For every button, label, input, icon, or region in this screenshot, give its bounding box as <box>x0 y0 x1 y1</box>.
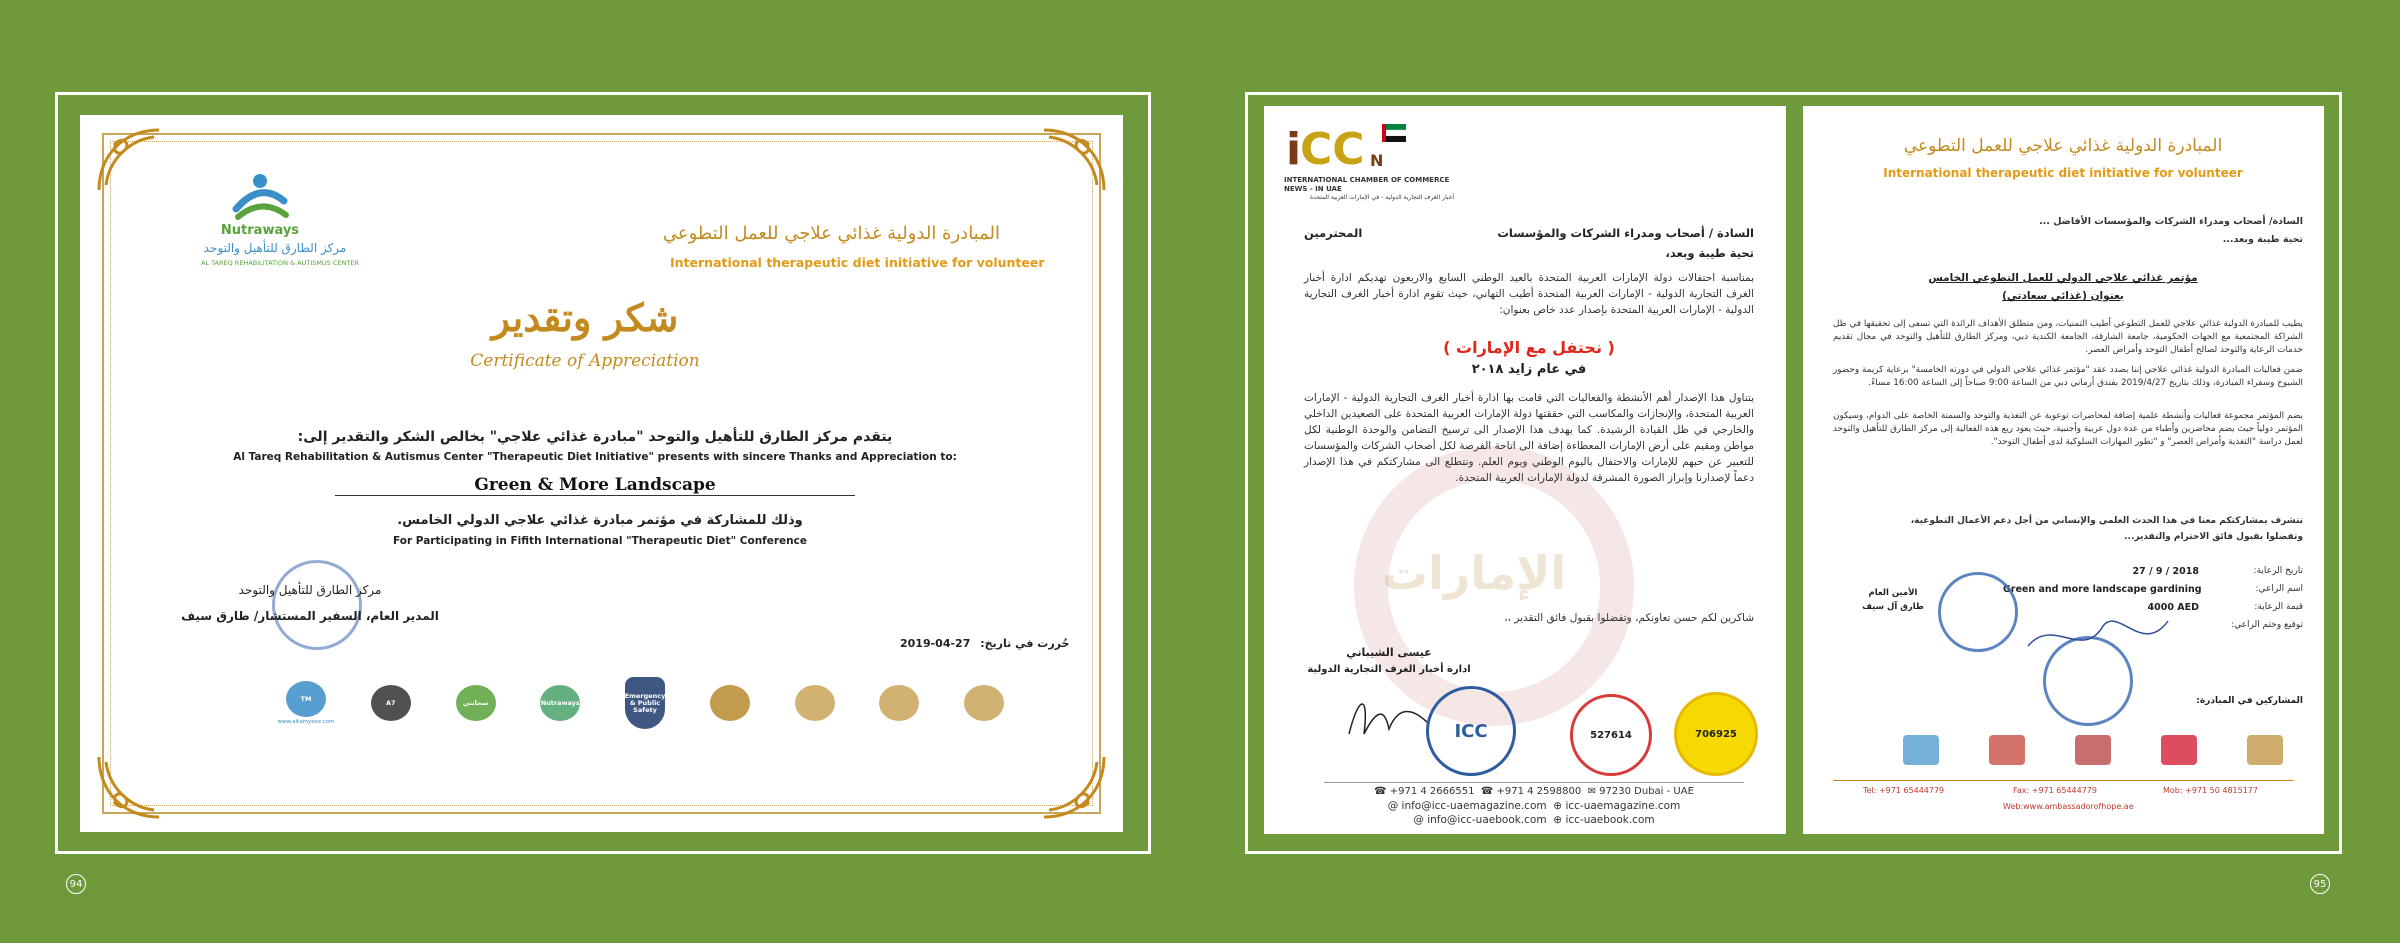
initiative-para-1: يطيب للمبادرة الدولية غذائي علاجي للعمل التطوعي أطيب التمنيات، ومن منطلق الأهداف الرائدة التي تسعى إلى تحقيقها في ظل الشراكة المجتمعية مع الجهات الحكومية، جامعة الشارقة، الجامعة الكندية دبي، ومركز الطارق للتأهيل والتوحد في مجال تقديم خدمات الرعاية والتوحد لصالح أطفال التوحد وأمراض العصر. <box>1833 319 2303 355</box>
icc-footer-line <box>1324 782 1744 783</box>
footer-logo <box>784 675 846 731</box>
icc-salutation-right: المحترمين <box>1304 226 1363 240</box>
recipient-underline <box>335 495 855 496</box>
issue-date-value: 2019-04-27 <box>900 637 971 650</box>
reason-arabic: وذلك للمشاركة في مؤتمر مبادرة غذائي علاجي الدولي الخامس. <box>397 513 803 528</box>
footer-logo-label: Emergency & Public Safety <box>624 691 666 714</box>
svg-text:i: i <box>1286 124 1302 174</box>
partner-logo <box>2161 735 2197 765</box>
stamp-527614-text: 527614 <box>1590 729 1632 741</box>
initiative-stamp <box>1938 572 2018 652</box>
initiative-tel: Tel: +971 65444779 <box>1863 786 1945 795</box>
web-icon: ⊕ <box>1553 814 1563 826</box>
stamp-527614 <box>1570 694 1652 776</box>
footer-logo-label: Nutraways <box>540 698 580 707</box>
partner-logo <box>2247 735 2283 765</box>
icc-contact-3: 97230 Dubai - UAE <box>1599 786 1694 797</box>
footer-logo-mark <box>540 685 580 721</box>
partner-logo <box>1989 735 2025 765</box>
footer-logo-mark <box>964 685 1004 721</box>
initiative-thanks-2: وتفضلوا بقبول فائق الاحترام والتقدير... <box>2124 532 2303 542</box>
icc-email-1[interactable]: info@icc-uaemagazine.com <box>1401 800 1547 812</box>
initiative-subject-2: بعنوان (غذائي سعادتي) <box>2002 290 2124 302</box>
icc-salutation-1: السادة / أصحاب ومدراء الشركات والمؤسسات <box>1497 226 1754 240</box>
initiative-fax: Fax: +971 65444779 <box>2013 786 2097 795</box>
presents-english: Al Tareq Rehabilitation & Autismus Center "Therapeutic Diet Initiative" presents with sincere Thanks and Appreciation to: <box>233 451 957 463</box>
stamp-706925 <box>1674 692 1758 776</box>
icc-headline: ( نحتفل مع الإمارات ) <box>1443 338 1615 357</box>
partner-logo <box>1903 735 1939 765</box>
reason-english: For Participating in Fifith International "Therapeutic Diet" Conference <box>392 535 807 547</box>
svg-text:N: N <box>1370 151 1384 170</box>
icc-closing: شاكرين لكم حسن تعاونكم، وتفضلوا بقبول فائق التقدير ،، <box>1504 612 1754 624</box>
right-page-number: 95 <box>2310 874 2330 894</box>
phone-icon: ☎ <box>1374 786 1387 797</box>
icc-web-row-2 <box>1324 814 1744 826</box>
initiative-salutation-1: السادة/ أصحاب ومدراء الشركات والمؤسسات الأفاضل ... <box>2039 216 2303 227</box>
sponsor-name-label: اسم الراعي: <box>2255 584 2303 594</box>
initiative-letter-header-english: International therapeutic diet initiative for volunteer <box>1883 166 2243 180</box>
ornament-corner-tl <box>94 125 164 195</box>
initiative-thanks-1: نتشرف بمشاركتكم معنا في هذا الحدث العلمي والإنساني من أجل دعم الأعمال التطوعية، <box>1910 516 2303 526</box>
presents-arabic: يتقدم مركز الطارق للتأهيل والتوحد "مبادرة غذائي علاجي" بخالص الشكر والتقدير إلى: <box>297 429 893 445</box>
logo-brand: Nutraways <box>220 223 300 238</box>
footer-logo-label: A7 <box>385 698 396 707</box>
footer-logo <box>529 675 591 731</box>
partners-label: المشاركين في المبادرة: <box>2196 696 2303 706</box>
initiative-web[interactable]: Web:www.ambassadorofhope.ae <box>2003 802 2134 811</box>
icc-subheadline: في عام زايد ٢٠١٨ <box>1471 362 1587 377</box>
initiative-arabic: المبادرة الدولية غذائي علاجي للعمل التطوعي <box>662 223 1000 244</box>
icc-email-2[interactable]: info@icc-uaebook.com <box>1427 814 1547 826</box>
initiative-mob: Mob: +971 50 4815177 <box>2163 786 2258 795</box>
initiative-salutation-2: تحية طيبة وبعد... <box>2222 234 2303 245</box>
certificate-title-arabic: شكر وتقدير <box>491 295 679 340</box>
footer-logo-mark <box>795 685 835 721</box>
signer-title: المدير العام، السفير المستشار/ طارق سيف <box>181 609 439 623</box>
initiative-letter <box>1803 106 2324 834</box>
certificate-stamp <box>272 560 362 650</box>
footer-logo-mark <box>371 685 411 721</box>
ornament-corner-br <box>1039 752 1109 822</box>
sponsor-date-value: 27 / 9 / 2018 <box>2132 566 2199 577</box>
footer-logo <box>275 675 337 731</box>
logo-arabic: مركز الطارق للتأهيل والتوحد <box>203 241 347 255</box>
initiative-footer-line <box>1833 780 2293 781</box>
web-icon: ⊕ <box>1553 800 1563 812</box>
icc-signature-icon <box>1344 684 1434 744</box>
initiative-para-2: ضمن فعاليات المبادرة الدولية غذائي علاجي إننا بصدد عقد "مؤتمر غذائي علاجي الدولي في دورته الخامسة" برعاية كريمة وحضور الشيوخ وسفراء المبادرة، وذلك بتاريخ 2019/4/27 بفندق أرماني دبي من الساعة 9:00 صباحاً إلى الساعة 16:00 مساءً. <box>1833 365 2303 388</box>
icc-contact-1: +971 4 2666551 <box>1389 786 1475 797</box>
footer-logo <box>614 675 676 731</box>
recipient-name: Green & More Landscape <box>474 475 716 495</box>
footer-logo <box>953 675 1015 731</box>
icc-logo-line2: NEWS - IN UAE <box>1284 185 1342 193</box>
footer-logo <box>699 675 761 731</box>
icc-web-2[interactable]: icc-uaebook.com <box>1565 814 1655 826</box>
stamp-706925-text: 706925 <box>1695 728 1737 740</box>
icc-logo-line1: INTERNATIONAL CHAMBER OF COMMERCE <box>1284 176 1450 184</box>
footer-logo <box>868 675 930 731</box>
certificate-title-english: Certificate of Appreciation <box>470 351 700 371</box>
icc-logo-icon <box>1286 118 1406 174</box>
nutraways-logo-icon <box>228 171 292 221</box>
footer-logo-mark <box>286 681 326 717</box>
svg-text:CC: CC <box>1300 124 1365 174</box>
footer-logo <box>360 675 422 731</box>
sponsor-amount-label: قيمة الرعاية: <box>2254 602 2303 612</box>
ornament-corner-tr <box>1039 125 1109 195</box>
footer-logo-label: سحابتي <box>462 698 489 707</box>
logo-english: AL TAREQ REHABILITATION & AUTISMUS CENTER <box>200 259 360 267</box>
footer-logo-mark <box>710 685 750 721</box>
footer-logo-label: TM <box>300 694 312 703</box>
icc-signer-org: ادارة أخبار الغرف التجارية الدولية <box>1307 664 1471 675</box>
sponsor-name-value: Green and more landscape gardining <box>2003 584 2202 595</box>
partner-logo <box>2075 735 2111 765</box>
issue-date-label: حُررت في تاريخ: <box>980 637 1070 650</box>
sponsor-signature-icon <box>2023 606 2173 666</box>
signer-org: مركز الطارق للتأهيل والتوحد <box>238 583 382 597</box>
sponsor-date-label: تاريخ الرعاية: <box>2253 566 2303 576</box>
icc-contacts <box>1324 786 1744 797</box>
footer-logo <box>445 675 507 731</box>
sponsor-sign-label: توقيع وختم الراعي: <box>2231 620 2303 630</box>
issue-date <box>900 637 1070 650</box>
manager-title: الأمين العام <box>1868 588 1918 598</box>
footer-logo-mark <box>625 677 665 729</box>
icc-stamp <box>1426 686 1516 776</box>
initiative-letter-header-arabic: المبادرة الدولية غذائي علاجي للعمل التطوعي <box>1903 136 2223 156</box>
icc-letter <box>1264 106 1786 834</box>
icc-stamp-text: ICC <box>1454 720 1488 742</box>
footer-logo-sub: www.altamyeez.com <box>277 719 335 725</box>
icc-web-row-1 <box>1324 800 1744 812</box>
icc-logo-line3: أخبار الغرف التجارية الدولية - في الإمارات العربية المتحدة <box>1310 194 1454 201</box>
icc-intro: بمناسبة احتفالات دولة الإمارات العربية المتحدة بالعيد الوطني السابع والاربعون تهديكم ادارة أخبار الغرف التجارية الدولية - الإمارات العربية المتحدة أطيب التهاني، حيث تقوم ادارة أخبار الغرف التجارية الدولية - الإمارات العربية المتحدة بإصدار عدد خاص بعنوان: <box>1304 272 1754 316</box>
manager-name: طارق آل سيف <box>1862 602 1924 612</box>
initiative-para-3: يضم المؤتمر مجموعة فعاليات وأنشطة علمية إضافة لمحاضرات توعوية عن التغذية والتوحد والسمنة الخاصة على الدوام، وسيكون المؤتمر دولياً حيث يضم محاضرين وأطباء من عدة دول عربية وأجنبية، حيث يعود ريع هذه الفعالية إلى مركز الطارق للتأهيل والتوحد لعمل دراسة "التغذية وأمراض العصر" و "تطور المهارات السلوكية لدى أطفال التوحد". <box>1833 411 2303 447</box>
icc-salutation-2: تحية طيبة وبعد، <box>1665 246 1754 260</box>
icc-signer-name: عيسى الشيباني <box>1346 646 1432 659</box>
icc-body: يتناول هذا الإصدار أهم الأنشطة والفعاليات التي قامت بها ادارة أخبار الغرف التجارية الدولية - الإمارات العربية المتحدة، والإنجازات والمكاسب التي حققتها دولة الإمارات العربية المتحدة على الصعيدين الداخلي والخارجي في ظل القيادة الرشيدة. كما يهدف هذا الإصدار الى ترسيخ التضامن والوحدة الوطنية لكل مواطن ومقيم على أرض الإمارات المعطاءة إضافة الى اتاحة الفرصة لكل أصحاب الشركات والمؤسسات للتعبير عن حبهم للإمارات والاحتفال باليوم الوطني ويوم العلم. ونتطلع الى مشاركتكم في هذا الإصدار دعماً لإصدارنا وإبراز الصورة المشرقة لدولة الإمارات العربية المتحدة. <box>1304 392 1754 484</box>
icc-contact-2: +971 4 2598800 <box>1496 786 1582 797</box>
certificate <box>80 115 1123 832</box>
initiative-subject-1: مؤتمر غذائي علاجي الدولي للعمل التطوعي الخامس <box>1928 272 2198 284</box>
mailbox-icon: ✉ <box>1587 786 1596 797</box>
sponsor-amount-value: 4000 AED <box>2147 602 2199 613</box>
fax-icon: ☎ <box>1480 786 1494 797</box>
footer-logo-mark <box>456 685 496 721</box>
ornament-corner-bl <box>94 752 164 822</box>
footer-logo-mark <box>879 685 919 721</box>
email-icon: @ <box>1413 814 1424 826</box>
footer-logos <box>275 670 1015 736</box>
icc-watermark: الإمارات <box>1381 546 1567 600</box>
email-icon: @ <box>1387 800 1399 812</box>
icc-web-1[interactable]: icc-uaemagazine.com <box>1565 800 1681 812</box>
partner-logos <box>1903 730 2283 770</box>
initiative-english: International therapeutic diet initiative for volunteer <box>670 255 1045 270</box>
left-page-number: 94 <box>66 874 86 894</box>
